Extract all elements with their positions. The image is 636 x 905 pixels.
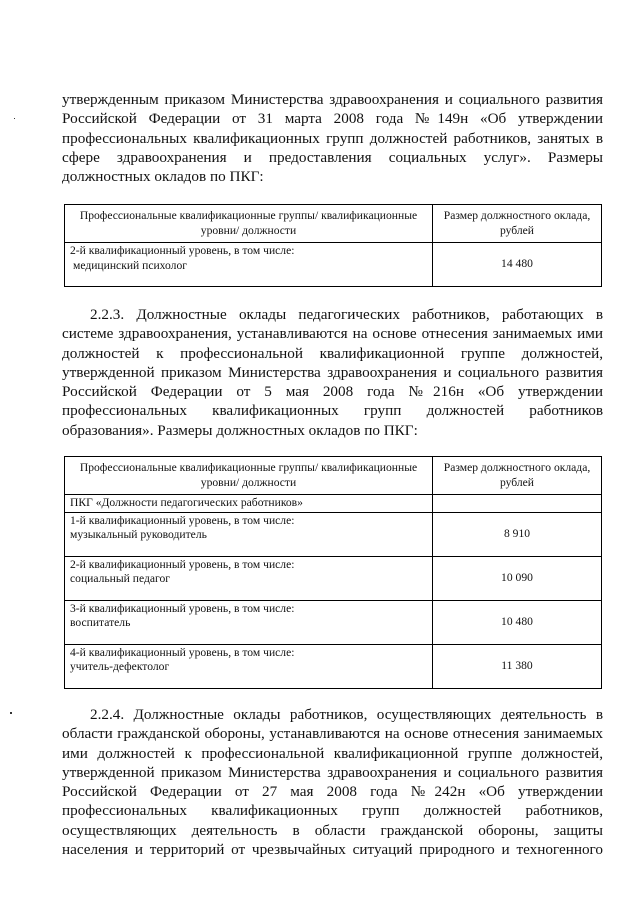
intro-paragraph bbox=[62, 90, 603, 186]
section-2-2-4 bbox=[62, 705, 603, 859]
table-row bbox=[65, 600, 602, 644]
table-row bbox=[65, 644, 602, 688]
text-line: утвержденной приказом Министерства здравоохранения и социального развития bbox=[62, 763, 603, 781]
table-row bbox=[65, 512, 602, 556]
position-name: медицинский психолог bbox=[73, 258, 188, 272]
qualification-cell bbox=[65, 556, 433, 600]
qualification-cell bbox=[65, 243, 433, 287]
qualification-level: 2-й квалификационный уровень, в том числе: bbox=[70, 557, 295, 571]
salary-value: 10 480 bbox=[433, 600, 602, 644]
table-header-salary: Размер должностного оклада, рублей bbox=[433, 457, 602, 495]
text-line: ими должностей к профессиональной квалификационной группе должностей, bbox=[62, 744, 603, 762]
text-line: профессиональных квалификационных групп должностей работников bbox=[62, 402, 603, 420]
text-line: 2.2.4. Должностные оклады работников, осуществляющих деятельность в bbox=[90, 706, 603, 723]
text-line: Российской Федерации от 5 мая 2008 года №216н «Об утверждении bbox=[62, 383, 603, 401]
text-line: утвержденной приказом Министерства здравоохранения и социального развития bbox=[62, 363, 603, 381]
text-line: должностей к профессиональной квалификационной группе должностей, bbox=[62, 344, 603, 362]
text-line: Российской Федерации от 31 марта 2008 года №149н «Об утверждении bbox=[62, 110, 603, 128]
qualification-level: 3-й квалификационный уровень, в том числе: bbox=[70, 601, 295, 615]
position-name: воспитатель bbox=[70, 616, 131, 629]
section-2-2-3 bbox=[62, 305, 603, 440]
salary-value: 11 380 bbox=[433, 644, 602, 688]
scan-speck bbox=[14, 118, 15, 119]
salary-table-medical bbox=[64, 204, 602, 287]
qualification-level: 1-й квалификационный уровень, в том числе: bbox=[70, 513, 295, 527]
text-line: системе здравоохранения, устанавливаются на основе отнесения занимаемых ими bbox=[62, 325, 603, 343]
table-group-row bbox=[65, 495, 602, 513]
text-line: должностных окладов по ПКГ: bbox=[62, 168, 264, 186]
salary-value: 14 480 bbox=[433, 243, 602, 287]
table-row bbox=[65, 556, 602, 600]
salary-value: 8 910 bbox=[433, 512, 602, 556]
qualification-cell bbox=[65, 644, 433, 688]
salary-table-pedagogical bbox=[64, 456, 602, 689]
text-line: сфере здравоохранения и предоставления социальных услуг». Размеры bbox=[62, 148, 603, 166]
qualification-cell bbox=[65, 600, 433, 644]
text-line: 2.2.3. Должностные оклады педагогических работников, работающих в bbox=[90, 306, 603, 323]
qualification-level: 2-й квалификационный уровень, в том числе: bbox=[70, 244, 295, 257]
text-line: осуществляющих деятельность в области гражданской обороны, защиты bbox=[62, 821, 603, 839]
scan-speck bbox=[10, 712, 12, 714]
qualification-level: 4-й квалификационный уровень, в том числе: bbox=[70, 645, 295, 659]
text-line: образования». Размеры должностных окладов по ПКГ: bbox=[62, 421, 418, 439]
position-name: музыкальный руководитель bbox=[70, 528, 207, 541]
position-name: социальный педагог bbox=[70, 572, 171, 585]
text-line: утвержденным приказом Министерства здравоохранения и социального развития bbox=[62, 91, 603, 108]
group-name: ПКГ «Должности педагогических работников» bbox=[65, 495, 433, 513]
salary-value: 10 090 bbox=[433, 556, 602, 600]
text-line: профессиональных квалификационных групп должностей работников, занятых в bbox=[62, 129, 603, 147]
text-line: Российской Федерации от 27 мая 2008 года №242н «Об утверждении bbox=[62, 783, 603, 801]
qualification-cell bbox=[65, 512, 433, 556]
table-header-salary: Размер должностного оклада, рублей bbox=[433, 205, 602, 243]
empty-cell bbox=[433, 495, 602, 513]
text-line: профессиональных квалификационных групп должностей работников, bbox=[62, 802, 603, 820]
table-header-groups: Профессиональные квалификационные группы/ квалификационные уровни/ должности bbox=[65, 457, 433, 495]
position-name: учитель-дефектолог bbox=[70, 660, 170, 673]
text-line: области гражданской обороны, устанавливаются на основе отнесения занимаемых bbox=[62, 725, 603, 743]
table-header-groups: Профессиональные квалификационные группы/ квалификационные уровни/ должности bbox=[65, 205, 433, 243]
table-row bbox=[65, 243, 602, 287]
text-line: населения и территорий от чрезвычайных ситуаций природного и техногенного bbox=[62, 841, 603, 859]
